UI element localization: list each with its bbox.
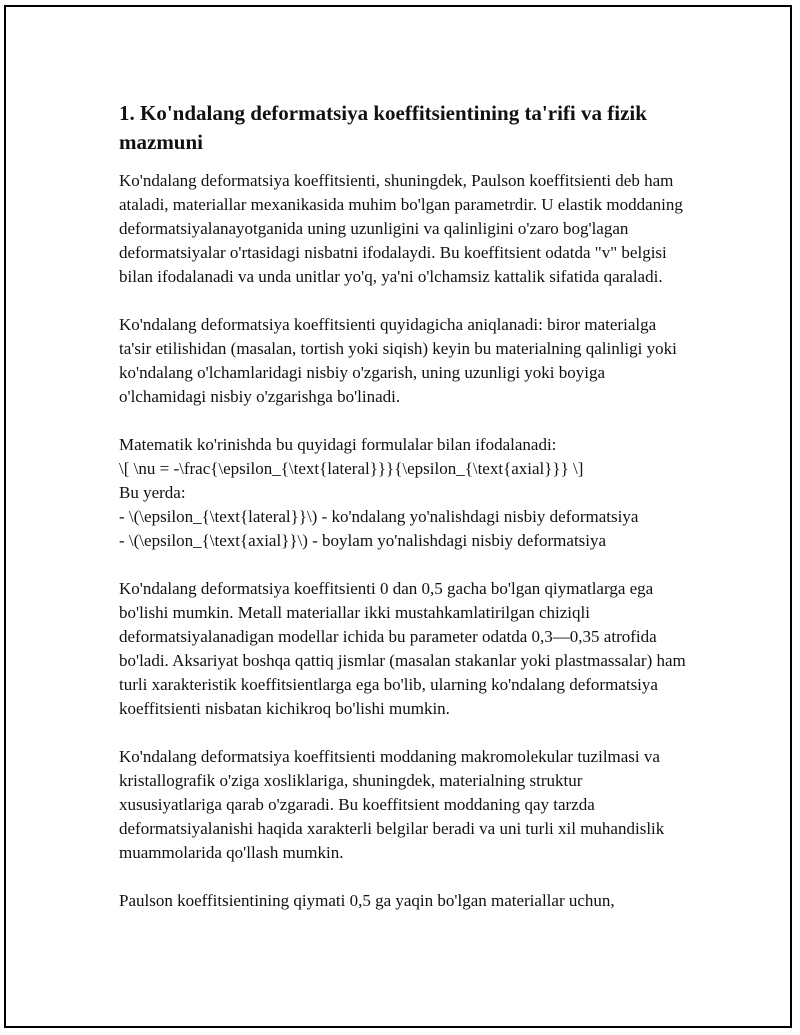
formula-item-axial: - \(\epsilon_{\text{axial}}\) - boylam yo'nalishdagi nisbiy deformatsiya	[119, 531, 607, 550]
page-frame	[4, 5, 792, 1028]
paragraph-value-range: Ko'ndalang deformatsiya koeffitsienti 0 dan 0,5 gacha bo'lgan qiymatlarga ega bo'lishi mumkin. Metall materiallar ikki mustahkamlatirilgan chiziqli deformatsiyalanadigan modellar ichida bu parameter odatda 0,3—0,35 atrofida bo'ladi. Aksariyat boshqa qattiq jismlar (masalan stakanlar yoki plastmassalar) ham turli xarakteristik koeffitsientlarga ega bo'lib, ularning ko'ndalang deformatsiya koeffitsienti nisbatan kichikroq bo'lishi mumkin.	[119, 579, 686, 718]
formula-latex: \[ \nu = -\frac{\epsilon_{\text{lateral}}}{\epsilon_{\text{axial}}} \]	[119, 459, 584, 478]
paragraph-truncated: Paulson koeffitsientining qiymati 0,5 ga yaqin bo'lgan materiallar uchun,	[119, 891, 615, 910]
formula-intro: Matematik ko'rinishda bu quyidagi formulalar bilan ifodalanadi:	[119, 435, 557, 454]
paragraph-structure: Ko'ndalang deformatsiya koeffitsienti moddaning makromolekular tuzilmasi va kristallografik o'ziga xosliklariga, shuningdek, materialning struktur xususiyatlariga qarab o'zgaradi. Bu koeffitsient moddaning qay tarzda deformatsiyalanishi haqida xarakterli belgilar beradi va uni turli xil muhandislik muammolarida qo'llash mumkin.	[119, 747, 665, 862]
document-body	[119, 99, 689, 937]
formula-block	[119, 433, 689, 553]
formula-where-label: Bu yerda:	[119, 483, 186, 502]
formula-item-lateral: - \(\epsilon_{\text{lateral}}\) - ko'ndalang yo'nalishdagi nisbiy deformatsiya	[119, 507, 639, 526]
paragraph-determination: Ko'ndalang deformatsiya koeffitsienti quyidagicha aniqlanadi: biror materialga ta'sir etilishidan (masalan, tortish yoki siqish) keyin bu materialning qalinligi yoki ko'ndalang o'lchamlaridagi nisbiy o'zgarish, uning uzunligi yoki boyiga o'lchamidagi nisbiy o'zgarishga bo'linadi.	[119, 315, 677, 406]
paragraph-definition: Ko'ndalang deformatsiya koeffitsienti, shuningdek, Paulson koeffitsienti deb ham ataladi, materiallar mexanikasida muhim bo'lgan parametrdir. U elastik moddaning deformatsiyalanayotganida uning uzunligini va qalinligini o'zaro bog'lagan deformatsiyalar o'rtasidagi nisbatni ifodalaydi. Bu koeffitsient odatda "v" belgisi bilan ifodalanadi va unda unitlar yo'q, ya'ni o'lchamsiz kattalik sifatida qaraladi.	[119, 171, 683, 286]
section-heading: 1. Ko'ndalang deformatsiya koeffitsientining ta'rifi va fizik mazmuni	[119, 101, 647, 154]
